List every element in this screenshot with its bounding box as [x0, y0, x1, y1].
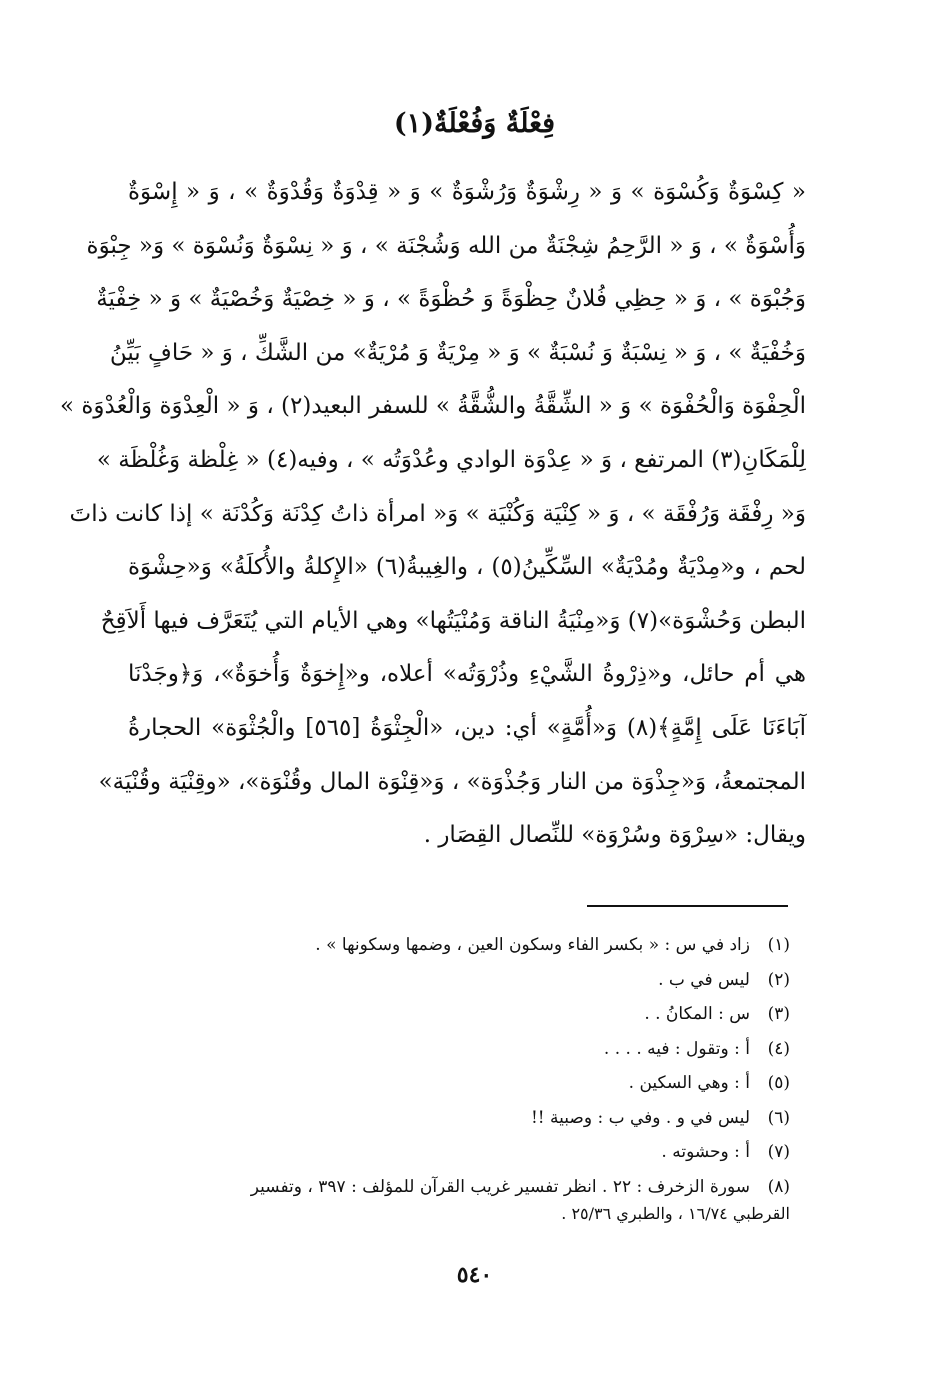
text-line: وَجُبْوَة » ، وَ « حِظِي فُلانٌ حِظْوَةً وَ حُظْوَةً » ، وَ « خِصْيَةٌ وَخُصْيَةٌ » وَ « خِفْيَةٌ [96, 286, 806, 313]
footnote [140, 928, 790, 963]
footnote-text: أ : وتقول : فيه . . . . [603, 1038, 750, 1059]
text-line: وَأُسْوَةٌ » ، وَ « الرَّحِمُ شِجْنَةٌ من الله وَشُجْنَة » ، وَ « نِسْوَةٌ وَنُسْوَة » وَ« جِبْوَة [86, 232, 806, 259]
footnote [140, 1101, 790, 1136]
footnote-number: (٧) [767, 1142, 790, 1162]
footnote-text: سورة الزخرف : ٢٢ . انظر تفسير غريب القرآن للمؤلف : ٣٩٧ ، وتفسير [250, 1176, 750, 1197]
text-line: هي أم حائل، و«ذِرْوةُ الشَّيْءِ وذُرْوَتُه» أعلاه، و«إِخوَةٌ وَأُخوَةٌ»، وَ﴿وجَدْنَا [128, 661, 806, 688]
footnote [140, 963, 790, 998]
text-line: آبَاءَنَا عَلَى إِمَّةٍ﴾(٨) وَ«أُمَّةٍ» أي: دين، «الْجِثْوَةُ [٥٦٥] والْجُثْوَة» الحجارةُ [128, 714, 806, 741]
text-line: الْحِفْوَة وَالْحُفْوَة » وَ « الشِّقَّةُ والشُّقَّةُ » للسفر البعيد(٢) ، وَ « الْعِدْوَة وَالْعُدْوَة » [59, 393, 806, 420]
footnote-text: س : المكانُ . . [644, 1004, 750, 1024]
footnote-number: (٤) [767, 1038, 790, 1059]
footnote-text: ليس في ب . [658, 969, 750, 990]
text-line: المجتمعةُ، وَ«جِذْوَة من النار وَجُذْوَة» ، وَ«قِنْوَة المال وقُنْوَة»، «وقِنْيَة وقُنْيَة» [98, 768, 806, 795]
footnote-text: أ : وهي السكين . [628, 1073, 750, 1093]
text-line: لِلْمَكَانِ(٣) المرتفع ، وَ « عِدْوَة الوادي وعُدْوَتُه » ، وفيه(٤) « غِلْظة وَغُلْظَة » [96, 446, 806, 473]
footnote-number: (٣) [767, 1004, 790, 1024]
text-line: وَ« رِفْقَة وَرُفْقَة » ، وَ « كِنْيَة وَكُنْيَة » وَ« امرأة ذاتُ كِدْنَة وَكُدْنَة » إذا كانت ذاتَ [69, 500, 806, 527]
footnote [140, 1032, 790, 1067]
footnote-text: ليس في و . وفي ب : وصبية !! [530, 1107, 750, 1128]
text-line: « كِسْوَةٌ وَكُسْوَة » وَ « رِشْوَةٌ وَرُشْوَةٌ » وَ « قِدْوَةٌ وَقُدْوَةٌ » ، وَ « إِسْوَةٌ [128, 179, 806, 205]
footnote-number: (٦) [767, 1107, 790, 1128]
footnote-separator [587, 905, 788, 907]
footnote-continuation: القرطبي ١٦/٧٤ ، والطبري ٢٥/٣٦ . [561, 1204, 790, 1223]
text-line: لحم ، و«مِدْيَةٌ ومُدْيَةٌ» السِّكِّينُ(٥) ، والغِيبةُ(٦) «الإِكلةُ والأُكلَةُ» وَ«حِشْوَة [128, 554, 807, 581]
footnote-text: أ : وحشوته . [661, 1142, 750, 1162]
footnote-number: (٥) [767, 1073, 790, 1093]
footnote-number: (٨) [767, 1176, 790, 1197]
text-line: وَخُفْيَةٌ » ، وَ « نِسْبَةٌ وَ نُسْبَةٌ » وَ « مِرْيَةٌ وَ مُرْيَةٌ» من الشَّكِّ ، وَ « حَافٍ بَيِّنُ [109, 339, 806, 366]
footnote-number: (١) [767, 935, 790, 955]
text-line: ويقال: «سِرْوَة وسُرْوَة» للنِّصال القِصَار . [423, 822, 806, 849]
footnote-text: زاد في س : « بكسر الفاء وسكون العين ، وضمها وسكونها » . [315, 935, 750, 955]
footnote [140, 1135, 790, 1170]
footnote [140, 997, 790, 1032]
section-title: فِعْلَةٌ وَفُعْلَةٌ(١) [393, 108, 556, 139]
footnote [140, 1066, 790, 1101]
footnote [140, 1170, 790, 1205]
text-line: البطن وَحُشْوَة»(٧) وَ«مِنْيَةُ الناقة وَمُنْيَتُها» وهي الأيام التي يُتَعَرَّف فيها أَلاَقِحٌ [100, 607, 806, 634]
footnote-number: (٢) [767, 969, 790, 990]
main-text [59, 166, 807, 863]
footnotes [140, 928, 790, 1204]
page-number: ٥٤٠ [456, 1262, 493, 1288]
